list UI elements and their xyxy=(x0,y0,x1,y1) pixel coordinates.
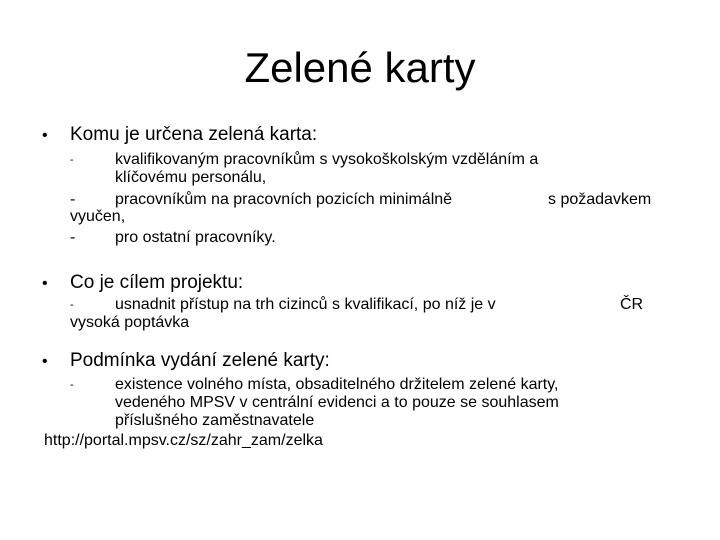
section-2-line-3: vysoká poptávka xyxy=(70,314,190,331)
dash-icon: - xyxy=(70,379,74,391)
slide-title: Zelené karty xyxy=(244,44,476,91)
section-2-line-2: ČR xyxy=(620,296,644,313)
dash-icon: - xyxy=(70,154,74,166)
dash-icon: - xyxy=(70,229,76,246)
section-2-heading: Co je cílem projektu: xyxy=(70,272,244,293)
section-2-line-1: usnadnit přístup na trh cizinců s kvalifikací, po níž je v xyxy=(115,296,496,313)
section-1-line-2: klíčovému personálu, xyxy=(115,169,267,186)
section-1-line-6: pro ostatní pracovníky. xyxy=(115,229,276,246)
section-3-line-2: vedeného MPSV v centrální evidenci a to pouze se souhlasem xyxy=(115,394,559,411)
section-3-line-1: existence volného místa, obsaditelného držitelem zelené karty, xyxy=(115,376,559,393)
bullet-icon: • xyxy=(42,353,48,370)
section-1-line-3: pracovníkům na pracovních pozicích minimálně xyxy=(115,191,453,208)
bullet-icon: • xyxy=(42,275,48,292)
section-1-heading: Komu je určena zelená karta: xyxy=(70,124,318,145)
section-3-line-3: příslušného zaměstnavatele xyxy=(115,412,315,429)
section-1-line-1: kvalifikovaným pracovníkům s vysokoškolským vzděláním a xyxy=(115,151,539,168)
bullet-icon: • xyxy=(42,127,48,144)
dash-icon: - xyxy=(70,191,76,208)
section-1-line-5: vyučen, xyxy=(70,208,126,225)
section-1-line-4: s požadavkem xyxy=(548,191,652,208)
dash-icon: - xyxy=(70,299,74,311)
portal-url: http://portal.mpsv.cz/sz/zahr_zam/zelka xyxy=(44,432,323,449)
section-3-heading: Podmínka vydání zelené karty: xyxy=(70,350,330,371)
